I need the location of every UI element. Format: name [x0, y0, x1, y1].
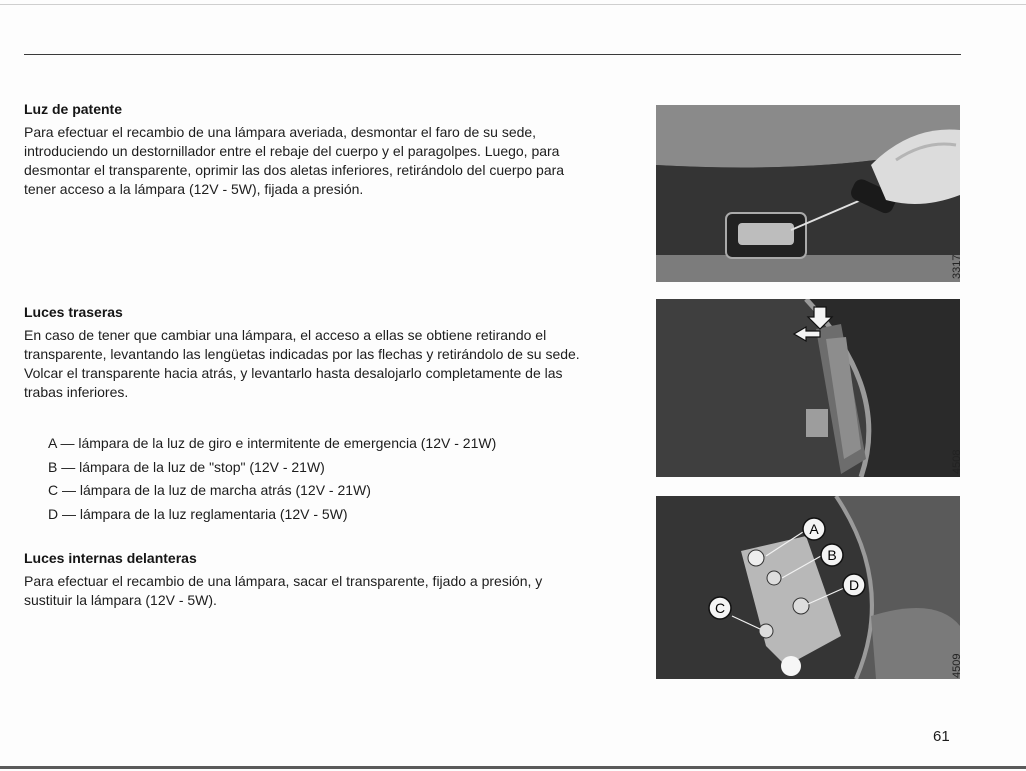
section-interior-lights	[24, 550, 584, 610]
header-rule	[24, 54, 961, 55]
section-heading: Luces internas delanteras	[24, 550, 197, 566]
figure-number: 4509	[951, 653, 963, 678]
photo-lamp-holder	[656, 496, 960, 679]
section-text: Para efectuar el recambio de una lámpara, sacar el transparente, fijado a presión, y sustituir la lámpara (12V - 5W).	[24, 573, 543, 608]
page-number: 61	[933, 728, 950, 745]
callout-label: A	[809, 521, 819, 537]
callout-label: D	[848, 577, 860, 593]
list-item: C — lámpara de la luz de marcha atrás (12V - 21W)	[48, 482, 371, 498]
footer-rule	[0, 766, 1026, 769]
list-item: B — lámpara de la luz de "stop" (12V - 21W)	[48, 458, 325, 475]
list-item: A — lámpara de la luz de giro e intermitente de emergencia (12V - 21W)	[48, 435, 497, 451]
callout-label: B	[827, 547, 837, 563]
lamp-list	[48, 432, 588, 526]
list-item: D — lámpara de la luz reglamentaria (12V - 5W)	[48, 505, 348, 522]
figure-number: 4508	[951, 449, 963, 474]
callout-label: C	[714, 600, 726, 616]
section-plate-light	[24, 101, 584, 199]
section-text: Para efectuar el recambio de una lámpara averiada, desmontar el faro de su sede, introduciendo un destornillador entre el rebaje del cuerpo y el paragolpes. Luego, para desmontar el transparente, oprimir las dos aletas inferiores, retirándolo del cuerpo para tener acceso a la lámpara (12V - 5W), fijada a presión.	[24, 124, 565, 197]
photo-rear-light	[656, 299, 960, 477]
top-edge-line	[0, 4, 1026, 5]
section-heading: Luz de patente	[24, 101, 123, 117]
section-rear-lights	[24, 304, 584, 402]
figure-number: 3317	[951, 254, 963, 279]
photo-plate-light	[656, 105, 960, 282]
section-text: En caso de tener que cambiar una lámpara, el acceso a ellas se obtiene retirando el transparente, levantando las lengüetas indicadas por las flechas y retirándolo de su sede. Volcar el transparente hacia atrás, y levantarlo hasta desalojarlo completamente de las trabas inferiores.	[24, 327, 580, 400]
section-heading: Luces traseras	[24, 304, 123, 320]
